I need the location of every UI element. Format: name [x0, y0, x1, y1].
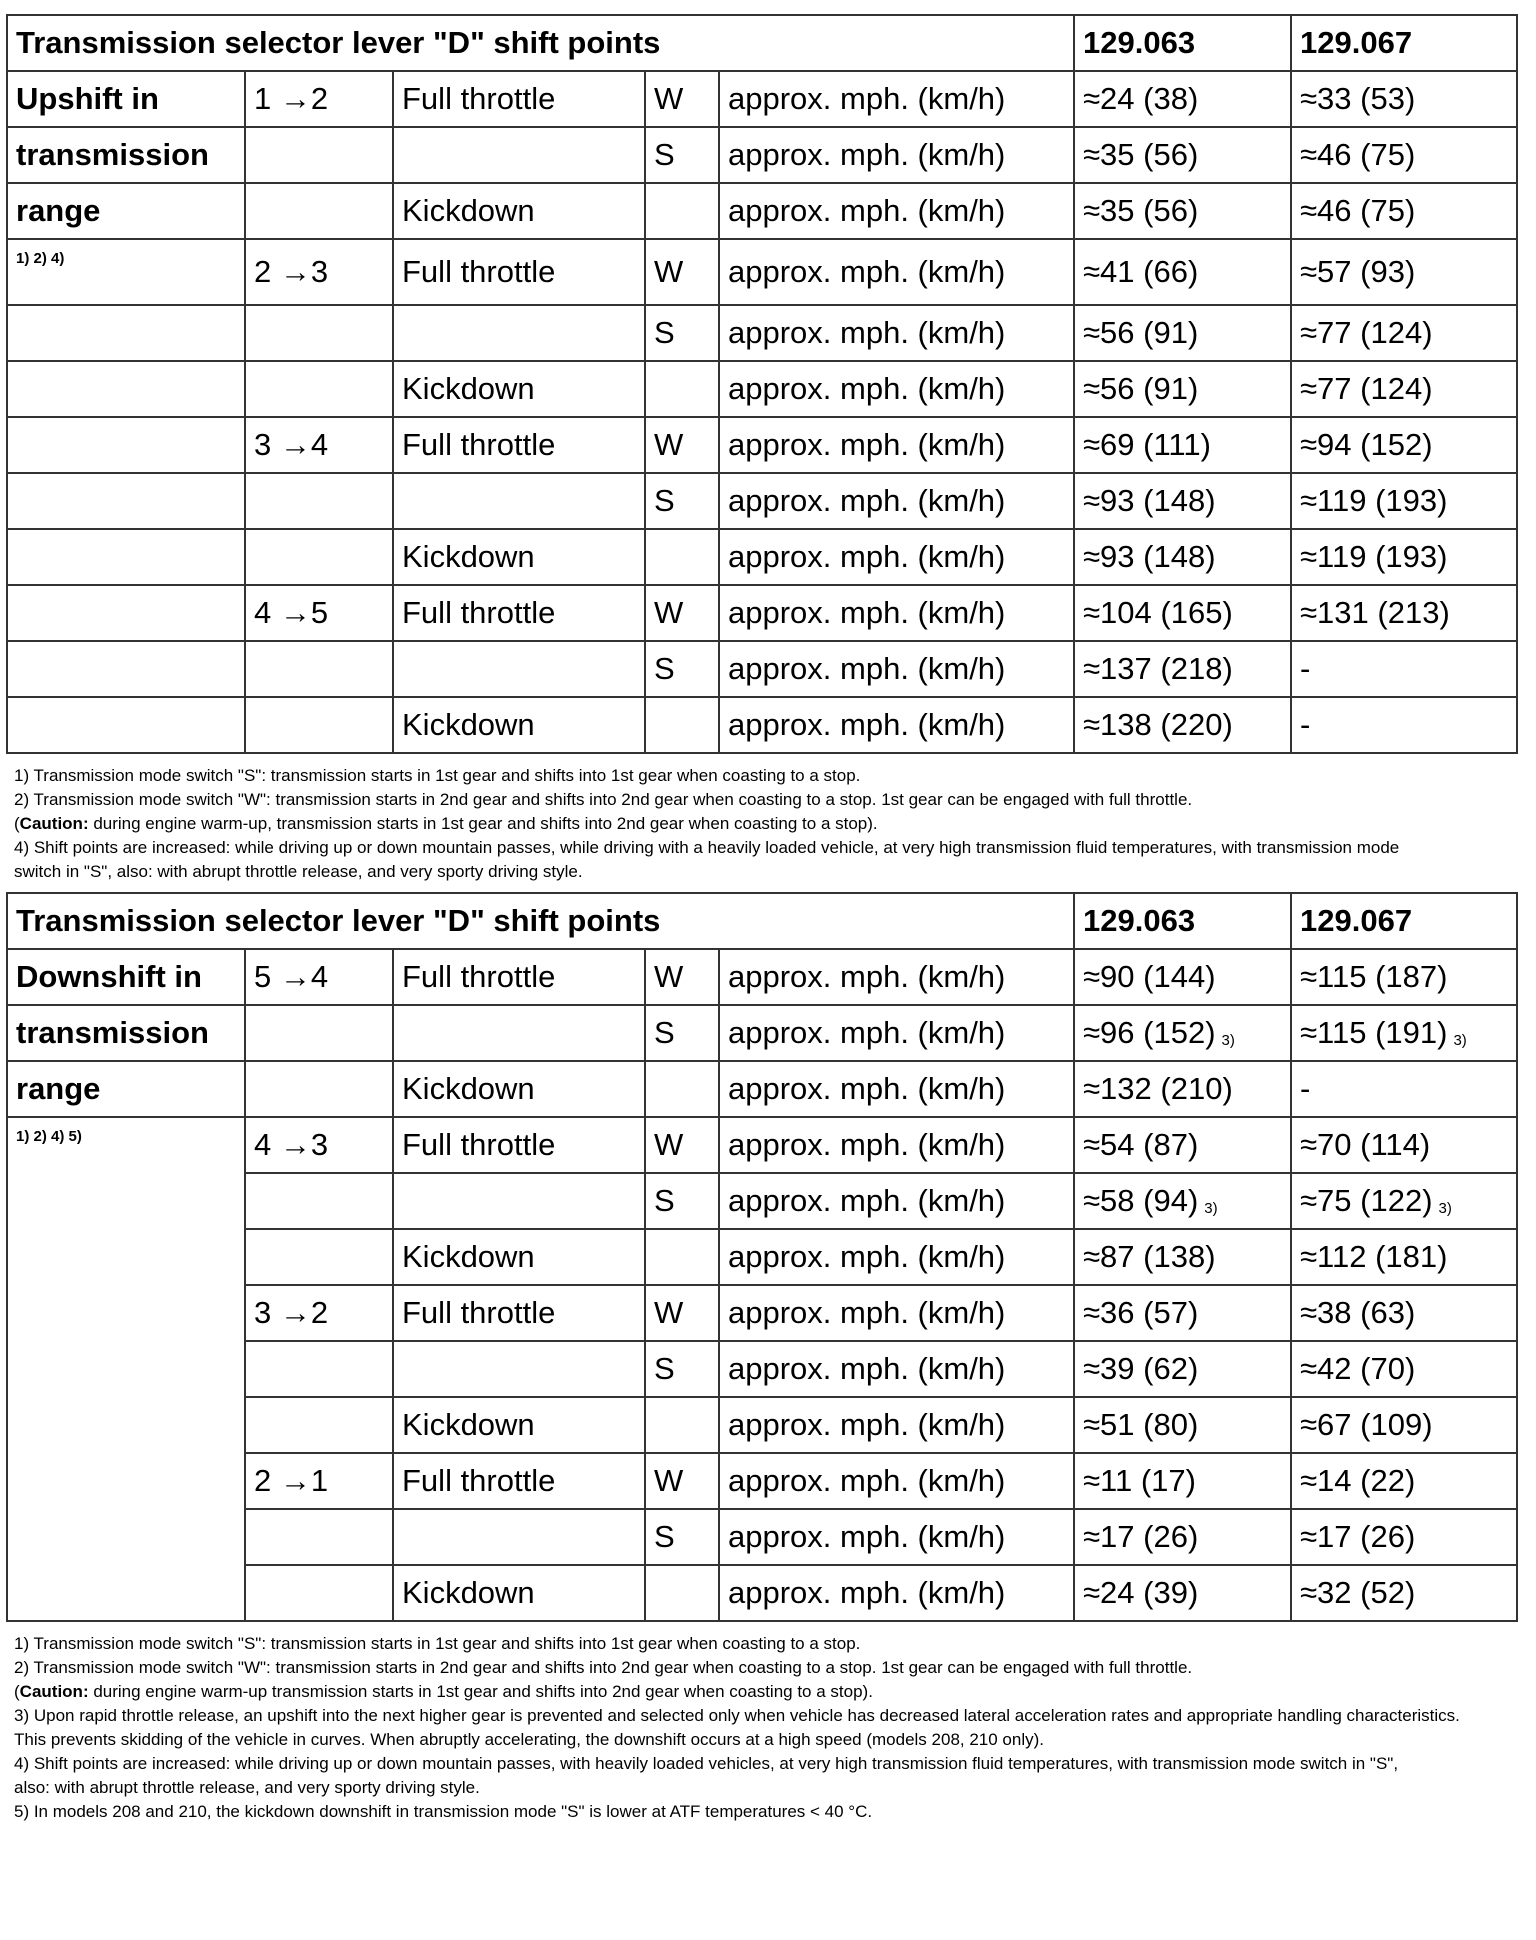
speed-text: ≈42 (70) — [1300, 1351, 1416, 1386]
empty-cell — [7, 641, 245, 697]
footnote-line: 1) Transmission mode switch "S": transmission starts in 1st gear and shifts into 1st gear when coasting to a stop. — [14, 1634, 861, 1653]
speed-text: ≈11 (17) — [1083, 1463, 1196, 1498]
mode-switch: S — [645, 305, 719, 361]
speed-text: ≈24 (38) — [1083, 81, 1199, 116]
unit-label: approx. mph. (km/h) — [719, 585, 1074, 641]
speed-text: - — [1300, 707, 1311, 742]
speed-text: ≈119 (193) — [1300, 483, 1448, 518]
footnote-marker: 3) — [1221, 1032, 1235, 1049]
unit-label: approx. mph. (km/h) — [719, 183, 1074, 239]
speed-text: ≈112 (181) — [1300, 1239, 1448, 1274]
footnotes — [14, 1632, 1514, 1824]
upshift-table — [6, 14, 1518, 754]
gear-shift — [245, 697, 393, 753]
speed-value-129-063 — [1074, 949, 1291, 1005]
gear-shift — [245, 127, 393, 183]
footnote-line: also: with abrupt throttle release, and very sporty driving style. — [14, 1778, 480, 1797]
throttle-condition: Full throttle — [393, 1117, 645, 1173]
unit-label: approx. mph. (km/h) — [719, 1397, 1074, 1453]
table-row — [7, 71, 1517, 127]
speed-value-129-063 — [1074, 1565, 1291, 1621]
footnote-marker: 3) — [1204, 1200, 1218, 1217]
speed-text: ≈33 (53) — [1300, 81, 1416, 116]
empty-cell — [7, 473, 245, 529]
footnote-line: 4) Shift points are increased: while driving up or down mountain passes, while driving with a heavily loaded vehicle, at very high transmission fluid temperatures, with transmission mode — [14, 838, 1400, 857]
throttle-condition: Kickdown — [393, 1061, 645, 1117]
throttle-condition: Kickdown — [393, 183, 645, 239]
speed-text: ≈104 (165) — [1083, 595, 1233, 630]
table-row — [7, 585, 1517, 641]
speed-value-129-063 — [1074, 1005, 1291, 1061]
speed-text: ≈35 (56) — [1083, 193, 1199, 228]
throttle-condition — [393, 1509, 645, 1565]
throttle-condition — [393, 1005, 645, 1061]
mode-switch — [645, 1061, 719, 1117]
empty-cell — [7, 305, 245, 361]
speed-value-129-063 — [1074, 1453, 1291, 1509]
caution-text: during engine warm-up, transmission starts in 1st gear and shifts into 2nd gear when coasting to a stop). — [88, 814, 878, 833]
speed-text: ≈46 (75) — [1300, 193, 1416, 228]
mode-switch — [645, 697, 719, 753]
mode-switch — [645, 1397, 719, 1453]
speed-value-129-067 — [1291, 239, 1517, 305]
unit-label: approx. mph. (km/h) — [719, 1061, 1074, 1117]
speed-text: ≈77 (124) — [1300, 371, 1433, 406]
downshift-section — [6, 892, 1516, 1824]
speed-text: ≈36 (57) — [1083, 1295, 1199, 1330]
caution-label: Caution: — [19, 1682, 89, 1701]
table-row — [7, 127, 1517, 183]
speed-value-129-063 — [1074, 529, 1291, 585]
range-label: Downshift in — [7, 949, 245, 1005]
mode-switch — [645, 1229, 719, 1285]
throttle-condition — [393, 1173, 645, 1229]
speed-value-129-067 — [1291, 1173, 1517, 1229]
mode-switch: W — [645, 949, 719, 1005]
speed-value-129-063 — [1074, 239, 1291, 305]
speed-text: ≈46 (75) — [1300, 137, 1416, 172]
unit-label: approx. mph. (km/h) — [719, 1453, 1074, 1509]
mode-switch — [645, 1565, 719, 1621]
mode-switch: W — [645, 71, 719, 127]
speed-value-129-063 — [1074, 417, 1291, 473]
unit-label: approx. mph. (km/h) — [719, 1509, 1074, 1565]
speed-text: ≈131 (213) — [1300, 595, 1450, 630]
footnote-refs: 1) 2) 4) 5) — [7, 1117, 245, 1621]
speed-text: ≈58 (94) — [1083, 1183, 1199, 1218]
header-row — [7, 893, 1517, 949]
footnote-line: 1) Transmission mode switch "S": transmission starts in 1st gear and shifts into 1st gear when coasting to a stop. — [14, 766, 861, 785]
unit-label: approx. mph. (km/h) — [719, 1341, 1074, 1397]
gear-shift — [245, 641, 393, 697]
unit-label: approx. mph. (km/h) — [719, 417, 1074, 473]
table-row — [7, 239, 1517, 305]
throttle-condition — [393, 641, 645, 697]
throttle-condition: Kickdown — [393, 1229, 645, 1285]
speed-value-129-067 — [1291, 1229, 1517, 1285]
speed-text: ≈94 (152) — [1300, 427, 1433, 462]
gear-shift — [245, 1509, 393, 1565]
speed-value-129-067 — [1291, 361, 1517, 417]
table-row — [7, 529, 1517, 585]
speed-value-129-063 — [1074, 697, 1291, 753]
unit-label: approx. mph. (km/h) — [719, 305, 1074, 361]
speed-text: ≈75 (122) — [1300, 1183, 1433, 1218]
speed-value-129-063 — [1074, 585, 1291, 641]
speed-value-129-067 — [1291, 473, 1517, 529]
unit-label: approx. mph. (km/h) — [719, 473, 1074, 529]
speed-value-129-063 — [1074, 361, 1291, 417]
footnote-line: (Caution: during engine warm-up transmission starts in 1st gear and shifts into 2nd gear when coasting to a stop). — [14, 1682, 873, 1701]
mode-switch: S — [645, 641, 719, 697]
gear-shift: 4 →3 — [245, 1117, 393, 1173]
speed-value-129-063 — [1074, 183, 1291, 239]
speed-value-129-063 — [1074, 1341, 1291, 1397]
mode-switch: S — [645, 1341, 719, 1397]
speed-text: ≈93 (148) — [1083, 483, 1216, 518]
throttle-condition: Kickdown — [393, 361, 645, 417]
speed-value-129-063 — [1074, 1229, 1291, 1285]
downshift-table — [6, 892, 1518, 1622]
throttle-condition: Full throttle — [393, 239, 645, 305]
speed-text: ≈35 (56) — [1083, 137, 1199, 172]
gear-shift: 3 →2 — [245, 1285, 393, 1341]
speed-value-129-067 — [1291, 1061, 1517, 1117]
speed-value-129-067 — [1291, 1453, 1517, 1509]
empty-cell — [7, 585, 245, 641]
unit-label: approx. mph. (km/h) — [719, 949, 1074, 1005]
speed-value-129-063 — [1074, 1397, 1291, 1453]
mode-switch: S — [645, 1005, 719, 1061]
empty-cell — [7, 417, 245, 473]
mode-switch: W — [645, 585, 719, 641]
column-header-129-063: 129.063 — [1074, 15, 1291, 71]
speed-value-129-067 — [1291, 1117, 1517, 1173]
speed-value-129-067 — [1291, 1397, 1517, 1453]
mode-switch: W — [645, 1117, 719, 1173]
gear-shift — [245, 1173, 393, 1229]
mode-switch: S — [645, 127, 719, 183]
throttle-condition — [393, 1341, 645, 1397]
range-label: transmission — [7, 1005, 245, 1061]
footnote-line: This prevents skidding of the vehicle in curves. When abruptly accelerating, the downshift occurs at a high speed (models 208, 210 only). — [14, 1730, 1045, 1749]
throttle-condition — [393, 127, 645, 183]
speed-value-129-063 — [1074, 71, 1291, 127]
speed-value-129-063 — [1074, 1173, 1291, 1229]
throttle-condition — [393, 473, 645, 529]
mode-switch — [645, 361, 719, 417]
speed-value-129-067 — [1291, 1005, 1517, 1061]
speed-value-129-067 — [1291, 585, 1517, 641]
unit-label: approx. mph. (km/h) — [719, 361, 1074, 417]
speed-text: ≈70 (114) — [1300, 1127, 1431, 1162]
speed-value-129-067 — [1291, 1285, 1517, 1341]
throttle-condition — [393, 305, 645, 361]
caution-label: Caution: — [19, 814, 89, 833]
table-row — [7, 417, 1517, 473]
gear-shift — [245, 183, 393, 239]
table-row — [7, 183, 1517, 239]
unit-label: approx. mph. (km/h) — [719, 1285, 1074, 1341]
speed-text: ≈17 (26) — [1083, 1519, 1199, 1554]
unit-label: approx. mph. (km/h) — [719, 1229, 1074, 1285]
range-label: Upshift in — [7, 71, 245, 127]
speed-text: ≈93 (148) — [1083, 539, 1216, 574]
speed-value-129-063 — [1074, 127, 1291, 183]
speed-value-129-067 — [1291, 127, 1517, 183]
throttle-condition: Full throttle — [393, 1285, 645, 1341]
speed-text: ≈24 (39) — [1083, 1575, 1199, 1610]
mode-switch: W — [645, 1285, 719, 1341]
table-row — [7, 361, 1517, 417]
table-row — [7, 305, 1517, 361]
empty-cell — [7, 697, 245, 753]
table-row — [7, 641, 1517, 697]
gear-shift — [245, 1061, 393, 1117]
table-row — [7, 473, 1517, 529]
speed-text: ≈96 (152) — [1083, 1015, 1216, 1050]
gear-shift — [245, 1005, 393, 1061]
speed-text: ≈77 (124) — [1300, 315, 1433, 350]
speed-text: ≈14 (22) — [1300, 1463, 1416, 1498]
unit-label: approx. mph. (km/h) — [719, 529, 1074, 585]
speed-value-129-063 — [1074, 1285, 1291, 1341]
mode-switch: S — [645, 1173, 719, 1229]
speed-value-129-063 — [1074, 473, 1291, 529]
gear-shift — [245, 361, 393, 417]
speed-value-129-063 — [1074, 1509, 1291, 1565]
speed-text: ≈69 (111) — [1083, 427, 1211, 462]
speed-value-129-067 — [1291, 417, 1517, 473]
footnote-marker: 3) — [1453, 1032, 1467, 1049]
range-label: range — [7, 1061, 245, 1117]
throttle-condition: Kickdown — [393, 697, 645, 753]
header-row — [7, 15, 1517, 71]
speed-text: ≈57 (93) — [1300, 254, 1416, 289]
empty-cell — [7, 529, 245, 585]
gear-shift: 4 →5 — [245, 585, 393, 641]
speed-text: ≈119 (193) — [1300, 539, 1448, 574]
throttle-condition: Full throttle — [393, 71, 645, 127]
speed-text: ≈56 (91) — [1083, 315, 1199, 350]
speed-text: ≈115 (191) — [1300, 1015, 1448, 1050]
table-row — [7, 1061, 1517, 1117]
speed-value-129-067 — [1291, 305, 1517, 361]
throttle-condition: Kickdown — [393, 529, 645, 585]
speed-value-129-067 — [1291, 71, 1517, 127]
speed-text: - — [1300, 651, 1311, 686]
gear-shift: 1 →2 — [245, 71, 393, 127]
throttle-condition: Full throttle — [393, 949, 645, 1005]
range-label: range — [7, 183, 245, 239]
upshift-section — [6, 14, 1516, 884]
footnote-line: 2) Transmission mode switch "W": transmission starts in 2nd gear and shifts into 2nd gear when coasting to a stop. 1st gear can be engaged with full throttle. — [14, 790, 1193, 809]
speed-text: ≈87 (138) — [1083, 1239, 1216, 1274]
speed-value-129-067 — [1291, 697, 1517, 753]
unit-label: approx. mph. (km/h) — [719, 239, 1074, 305]
mode-switch — [645, 183, 719, 239]
gear-shift — [245, 1565, 393, 1621]
throttle-condition: Full throttle — [393, 585, 645, 641]
table-title: Transmission selector lever "D" shift points — [7, 893, 1074, 949]
speed-value-129-067 — [1291, 641, 1517, 697]
gear-shift: 3 →4 — [245, 417, 393, 473]
speed-text: ≈51 (80) — [1083, 1407, 1199, 1442]
gear-shift: 5 →4 — [245, 949, 393, 1005]
gear-shift: 2 →3 — [245, 239, 393, 305]
column-header-129-067: 129.067 — [1291, 893, 1517, 949]
throttle-condition: Kickdown — [393, 1565, 645, 1621]
unit-label: approx. mph. (km/h) — [719, 127, 1074, 183]
footnote-refs: 1) 2) 4) — [7, 239, 245, 305]
gear-shift — [245, 529, 393, 585]
table-row — [7, 697, 1517, 753]
gear-shift — [245, 473, 393, 529]
footnote-line: 5) In models 208 and 210, the kickdown downshift in transmission mode "S" is lower at ATF temperatures < 40 °C. — [14, 1802, 873, 1821]
gear-shift — [245, 305, 393, 361]
mode-switch — [645, 529, 719, 585]
column-header-129-067: 129.067 — [1291, 15, 1517, 71]
mode-switch: W — [645, 239, 719, 305]
caution-text: during engine warm-up transmission starts in 1st gear and shifts into 2nd gear when coasting to a stop). — [88, 1682, 873, 1701]
footnotes — [14, 764, 1514, 884]
speed-text: - — [1300, 1071, 1311, 1106]
speed-text: ≈56 (91) — [1083, 371, 1199, 406]
unit-label: approx. mph. (km/h) — [719, 1565, 1074, 1621]
footnote-line: switch in "S", also: with abrupt throttle release, and very sporty driving style. — [14, 862, 583, 881]
speed-text: ≈32 (52) — [1300, 1575, 1416, 1610]
table-row — [7, 949, 1517, 1005]
speed-text: ≈17 (26) — [1300, 1519, 1416, 1554]
speed-text: ≈39 (62) — [1083, 1351, 1199, 1386]
speed-value-129-063 — [1074, 305, 1291, 361]
throttle-condition: Full throttle — [393, 417, 645, 473]
unit-label: approx. mph. (km/h) — [719, 71, 1074, 127]
document-page — [6, 14, 1516, 1824]
throttle-condition: Kickdown — [393, 1397, 645, 1453]
speed-value-129-067 — [1291, 1509, 1517, 1565]
speed-text: ≈90 (144) — [1083, 959, 1216, 994]
mode-switch: W — [645, 417, 719, 473]
gear-shift — [245, 1341, 393, 1397]
unit-label: approx. mph. (km/h) — [719, 641, 1074, 697]
speed-text: ≈67 (109) — [1300, 1407, 1433, 1442]
unit-label: approx. mph. (km/h) — [719, 1005, 1074, 1061]
empty-cell — [7, 361, 245, 417]
unit-label: approx. mph. (km/h) — [719, 697, 1074, 753]
speed-value-129-067 — [1291, 949, 1517, 1005]
footnote-line: 2) Transmission mode switch "W": transmission starts in 2nd gear and shifts into 2nd gear when coasting to a stop. 1st gear can be engaged with full throttle. — [14, 1658, 1193, 1677]
speed-value-129-067 — [1291, 529, 1517, 585]
mode-switch: W — [645, 1453, 719, 1509]
footnote-line: 4) Shift points are increased: while driving up or down mountain passes, with heavily loaded vehicles, at very high transmission fluid temperatures, with transmission mode switch in "S", — [14, 1754, 1399, 1773]
speed-text: ≈132 (210) — [1083, 1071, 1233, 1106]
gear-shift — [245, 1229, 393, 1285]
unit-label: approx. mph. (km/h) — [719, 1117, 1074, 1173]
speed-text: ≈138 (220) — [1083, 707, 1233, 742]
mode-switch: S — [645, 1509, 719, 1565]
speed-value-129-067 — [1291, 1341, 1517, 1397]
speed-value-129-063 — [1074, 1061, 1291, 1117]
footnote-line: (Caution: during engine warm-up, transmission starts in 1st gear and shifts into 2nd gear when coasting to a stop). — [14, 814, 878, 833]
gear-shift — [245, 1397, 393, 1453]
footnote-line: 3) Upon rapid throttle release, an upshift into the next higher gear is prevented and selected only when vehicle has decreased lateral acceleration rates and appropriate handling characteristics. — [14, 1706, 1460, 1725]
speed-value-129-067 — [1291, 1565, 1517, 1621]
column-header-129-063: 129.063 — [1074, 893, 1291, 949]
mode-switch: S — [645, 473, 719, 529]
speed-value-129-063 — [1074, 641, 1291, 697]
range-label: transmission — [7, 127, 245, 183]
table-title: Transmission selector lever "D" shift points — [7, 15, 1074, 71]
speed-text: ≈41 (66) — [1083, 254, 1199, 289]
footnote-marker: 3) — [1438, 1200, 1452, 1217]
speed-text: ≈54 (87) — [1083, 1127, 1199, 1162]
speed-value-129-063 — [1074, 1117, 1291, 1173]
table-row — [7, 1005, 1517, 1061]
speed-text: ≈137 (218) — [1083, 651, 1233, 686]
table-row — [7, 1117, 1517, 1173]
throttle-condition: Full throttle — [393, 1453, 645, 1509]
speed-value-129-067 — [1291, 183, 1517, 239]
gear-shift: 2 →1 — [245, 1453, 393, 1509]
speed-text: ≈115 (187) — [1300, 959, 1448, 994]
speed-text: ≈38 (63) — [1300, 1295, 1416, 1330]
unit-label: approx. mph. (km/h) — [719, 1173, 1074, 1229]
